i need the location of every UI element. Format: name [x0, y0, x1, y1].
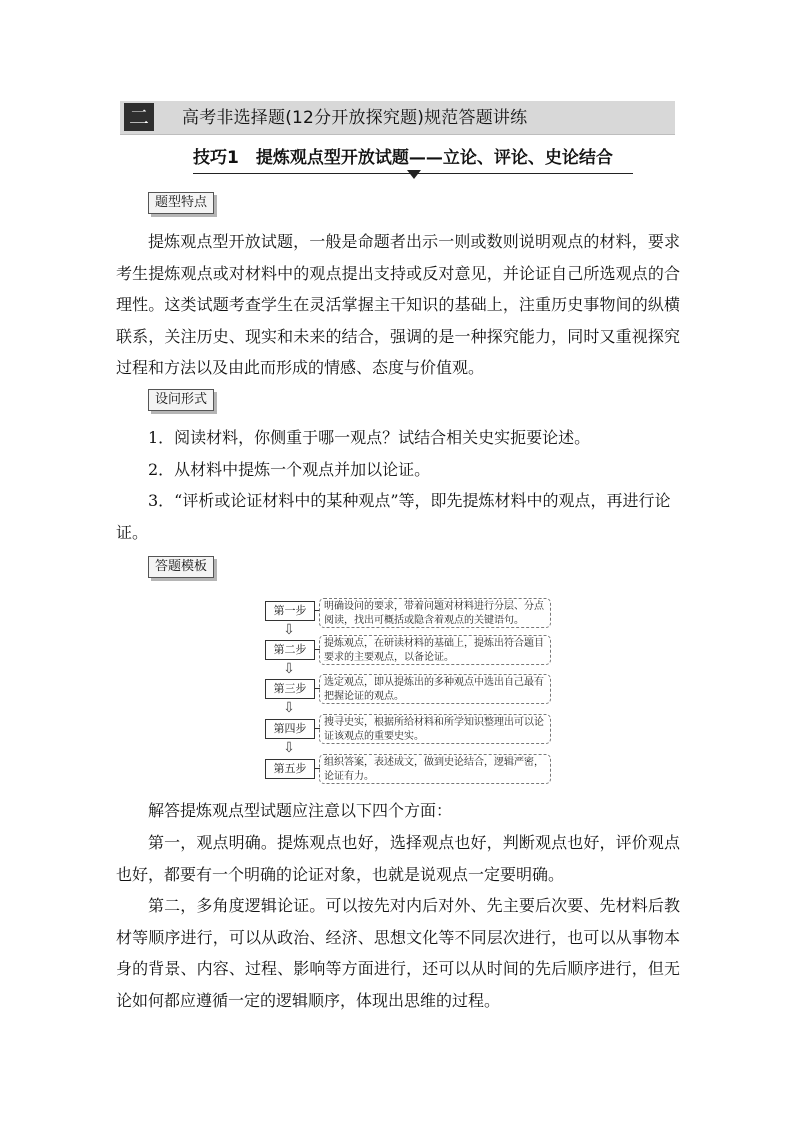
features-paragraph: 提炼观点型开放试题，一般是命题者出示一则或数则说明观点的材料，要求考生提炼观点或对材料中的观点提出支持或反对意见，并论证自己所选观点的合理性。这类试题考查学生在灵活掌握主干知识的基础上，注重历史事物间的纵横联系，关注历史、现实和未来的结合，强调的是一种探究能力，同时又重视探究过程和方法以及由此而形成的情感、态度与价值观。	[116, 232, 680, 377]
aspects-intro: 解答提炼观点型试题应注意以下四个方面：	[148, 801, 453, 820]
down-arrow-icon: ⇩	[283, 700, 295, 716]
section-title: 高考非选择题(12分开放探究题)规范答题讲练	[182, 108, 528, 128]
triangle-marker-icon	[407, 170, 421, 179]
down-arrow-icon: ⇩	[283, 661, 295, 677]
answer-template-tag: 答题模板	[148, 556, 214, 578]
section-header-bar	[120, 101, 675, 135]
flow-step-4-label: 第四步	[265, 719, 315, 739]
flow-step-3-label: 第三步	[265, 679, 315, 699]
aspect-second: 第二，多角度逻辑论证。可以按先对内后对外、先主要后次要、先材料后教材等顺序进行，可以从政治、经济、思想文化等不同层次进行，也可以从事物本身的背景、内容、过程、影响等方面进行，还可以从时间的先后顺序进行，但无论如何都应遵循一定的逻辑顺序，体现出思维的过程。	[116, 896, 680, 1010]
down-arrow-icon: ⇩	[283, 740, 295, 756]
flow-step-1-desc: 明确设问的要求，带着问题对材料进行分层、分点阅读，找出可概括或隐含着观点的关键语句。	[319, 598, 551, 628]
question-form-2: 2．从材料中提炼一个观点并加以论证。	[148, 460, 431, 479]
flow-step-5-desc: 组织答案，表述成文，做到史论结合，逻辑严密，论证有力。	[319, 754, 551, 784]
features-tag: 题型特点	[148, 192, 214, 214]
flow-step-2-label: 第二步	[265, 640, 315, 660]
question-form-1: 1．阅读材料，你侧重于哪一观点？试结合相关史实扼要论述。	[148, 428, 591, 447]
flow-step-3-desc: 选定观点，即从提炼出的多种观点中选出自己最有把握论证的观点。	[319, 674, 551, 704]
down-arrow-icon: ⇩	[283, 622, 295, 638]
question-form-3: 3．“评析或论证材料中的某种观点”等，即先提炼材料中的观点，再进行论证。	[116, 491, 671, 542]
answer-template-flowchart	[265, 598, 565, 788]
flow-step-1-label: 第一步	[265, 601, 315, 621]
section-number-badge: 二	[124, 103, 154, 131]
technique-title: 技巧1 提炼观点型开放试题——立论、评论、史论结合	[193, 145, 633, 174]
flow-step-4-desc: 搜寻史实，根据所给材料和所学知识整理出可以论证该观点的重要史实。	[319, 714, 551, 744]
aspect-first: 第一，观点明确。提炼观点也好，选择观点也好，判断观点也好，评价观点也好，都要有一个明确的论证对象，也就是说观点一定要明确。	[116, 833, 680, 884]
question-forms-tag: 设问形式	[148, 389, 214, 411]
flow-step-2-desc: 提炼观点，在研读材料的基础上，提炼出符合题目要求的主要观点，以备论证。	[319, 635, 551, 665]
flow-step-5-label: 第五步	[265, 759, 315, 779]
